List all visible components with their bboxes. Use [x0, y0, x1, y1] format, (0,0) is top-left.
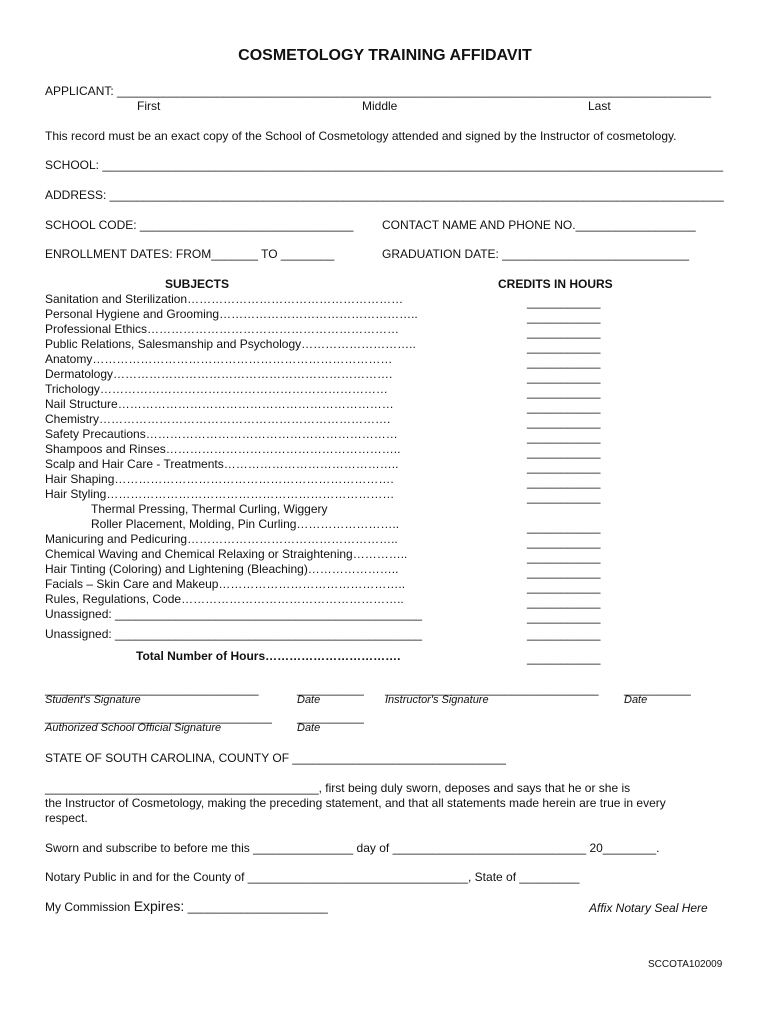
instructor-date-line[interactable]: __________: [624, 682, 691, 696]
commission-line[interactable]: _____________________: [184, 900, 328, 914]
subject-item: Professional Ethics………………………………………………………: [45, 322, 400, 336]
credit-hours-field[interactable]: ___________: [527, 325, 601, 339]
credit-hours-field[interactable]: ___________: [527, 580, 601, 594]
contact-field[interactable]: CONTACT NAME AND PHONE NO.__________________: [382, 218, 696, 232]
address-field[interactable]: ADDRESS: ____________________________________________________________________________________________: [45, 188, 724, 202]
subject-item: Anatomy…………………………………………………………………: [45, 352, 393, 366]
subject-item: Facials – Skin Care and Makeup………………………………………..: [45, 577, 406, 591]
credit-hours-field[interactable]: ___________: [527, 355, 601, 369]
student-signature-line[interactable]: ________________________________: [45, 682, 259, 696]
subject-item: Hair Tinting (Coloring) and Lightening (Bleaching)…………………..: [45, 562, 399, 576]
applicant-last-label: Last: [588, 99, 611, 113]
subject-item: Hair Shaping…………………………………………………………….: [45, 472, 394, 486]
sworn-statement-line-3: respect.: [45, 811, 88, 825]
subject-item: Safety Precautions………………………………………………………: [45, 427, 398, 441]
credit-field-total[interactable]: ___________: [527, 651, 601, 665]
subject-item: Dermatology…………………………………………………………….: [45, 367, 393, 381]
instructor-signature-line[interactable]: ________________________________: [385, 682, 599, 696]
date-label-2: Date: [624, 694, 648, 706]
credit-hours-field[interactable]: ___________: [527, 445, 601, 459]
subject-item: Shampoos and Rinses…………………………………………………..: [45, 442, 401, 456]
commission-expires-label: Expires:: [133, 898, 185, 914]
subject-item: Chemical Waving and Chemical Relaxing or Straightening…………..: [45, 547, 408, 561]
subject-item: Scalp and Hair Care - Treatments……………………………………..: [45, 457, 399, 471]
subject-item: Personal Hygiene and Grooming…………………………………………..: [45, 307, 418, 321]
subject-item: Roller Placement, Molding, Pin Curling……………………..: [91, 517, 400, 531]
subject-item: Chemistry……………………………………………………………….: [45, 412, 391, 426]
notary-county-field[interactable]: Notary Public in and for the County of _________________________________, State of _________: [45, 870, 580, 884]
school-code-field[interactable]: SCHOOL CODE: ________________________________: [45, 218, 354, 232]
notary-seal-label: Affix Notary Seal Here: [589, 901, 708, 915]
instruction-text: This record must be an exact copy of the School of Cosmetology attended and signed by the Instructor of cosmetology.: [45, 129, 677, 143]
unassigned-2-field[interactable]: Unassigned: ______________________________________________: [45, 627, 423, 641]
credit-hours-field[interactable]: ___________: [527, 475, 601, 489]
credit-hours-field[interactable]: ___________: [527, 400, 601, 414]
credit-hours-field[interactable]: ___________: [527, 370, 601, 384]
enrollment-dates-field[interactable]: ENROLLMENT DATES: FROM_______ TO ________: [45, 247, 335, 261]
subject-item[interactable]: Unassigned: ______________________________________________: [45, 607, 423, 621]
credit-hours-field[interactable]: ___________: [527, 490, 601, 504]
subject-item: Thermal Pressing, Thermal Curling, Wiggery: [91, 502, 328, 516]
subject-item: Manicuring and Pedicuring……………………………………………..: [45, 532, 398, 546]
credit-hours-field[interactable]: ___________: [527, 550, 601, 564]
student-date-line[interactable]: __________: [297, 682, 364, 696]
credit-hours-field[interactable]: ___________: [527, 415, 601, 429]
total-hours-label: Total Number of Hours…………………………….: [136, 649, 401, 663]
applicant-middle-label: Middle: [362, 99, 398, 113]
official-date-line[interactable]: __________: [297, 710, 364, 724]
subject-item: Sanitation and Sterilization………………………………………………: [45, 292, 404, 306]
applicant-line[interactable]: APPLICANT: _________________________________________________________________________________________: [45, 84, 711, 98]
credit-field-unassigned-2[interactable]: ___________: [527, 627, 601, 641]
credit-hours-field[interactable]: ___________: [527, 520, 601, 534]
credit-hours-field[interactable]: ___________: [527, 340, 601, 354]
subject-item: Trichology………………………………………………………………: [45, 382, 388, 396]
applicant-first-label: First: [137, 99, 161, 113]
instructor-signature-label: Instructor's Signature: [385, 694, 489, 706]
credit-hours-field[interactable]: ___________: [527, 460, 601, 474]
subjects-header: SUBJECTS: [165, 277, 230, 291]
credit-hours-field[interactable]: ___________: [527, 385, 601, 399]
date-label-1: Date: [297, 694, 321, 706]
date-label-3: Date: [297, 722, 321, 734]
credit-hours-field[interactable]: ___________: [527, 295, 601, 309]
credit-hours-field[interactable]: ___________: [527, 310, 601, 324]
subject-item: Hair Styling………………………………………………………………: [45, 487, 395, 501]
credits-header: CREDITS IN HOURS: [498, 277, 613, 291]
subject-item: Rules, Regulations, Code………………………………………………..: [45, 592, 404, 606]
credit-hours-field[interactable]: ___________: [527, 565, 601, 579]
sworn-statement-line-2: the Instructor of Cosmetology, making the preceding statement, and that all statements made herein are true in every: [45, 796, 666, 810]
page-title: COSMETOLOGY TRAINING AFFIDAVIT: [238, 47, 532, 64]
official-signature-line[interactable]: __________________________________: [45, 710, 272, 724]
commission-label: My Commission: [45, 900, 134, 914]
sworn-statement-line-1[interactable]: _________________________________________, first being duly sworn, deposes and says that he or she is: [45, 781, 631, 795]
form-code: SCCOTA102009: [648, 959, 723, 970]
official-signature-label: Authorized School Official Signature: [45, 722, 222, 734]
student-signature-label: Student's Signature: [45, 694, 141, 706]
commission-expires-field[interactable]: [45, 898, 328, 914]
subject-item: Public Relations, Salesmanship and Psychology………………………..: [45, 337, 416, 351]
subject-item: Nail Structure……………………………………………………………: [45, 397, 394, 411]
credit-hours-field[interactable]: ___________: [527, 535, 601, 549]
sworn-subscribe-field[interactable]: Sworn and subscribe to before me this _______________ day of _____________________________ 20________.: [45, 841, 660, 855]
graduation-date-field[interactable]: GRADUATION DATE: ____________________________: [382, 247, 690, 261]
credit-hours-field[interactable]: ___________: [527, 610, 601, 624]
credit-hours-field[interactable]: ___________: [527, 430, 601, 444]
school-field[interactable]: SCHOOL: _____________________________________________________________________________________________: [45, 158, 724, 172]
state-county-field[interactable]: STATE OF SOUTH CAROLINA, COUNTY OF ________________________________: [45, 751, 506, 765]
credit-hours-field[interactable]: ___________: [527, 595, 601, 609]
